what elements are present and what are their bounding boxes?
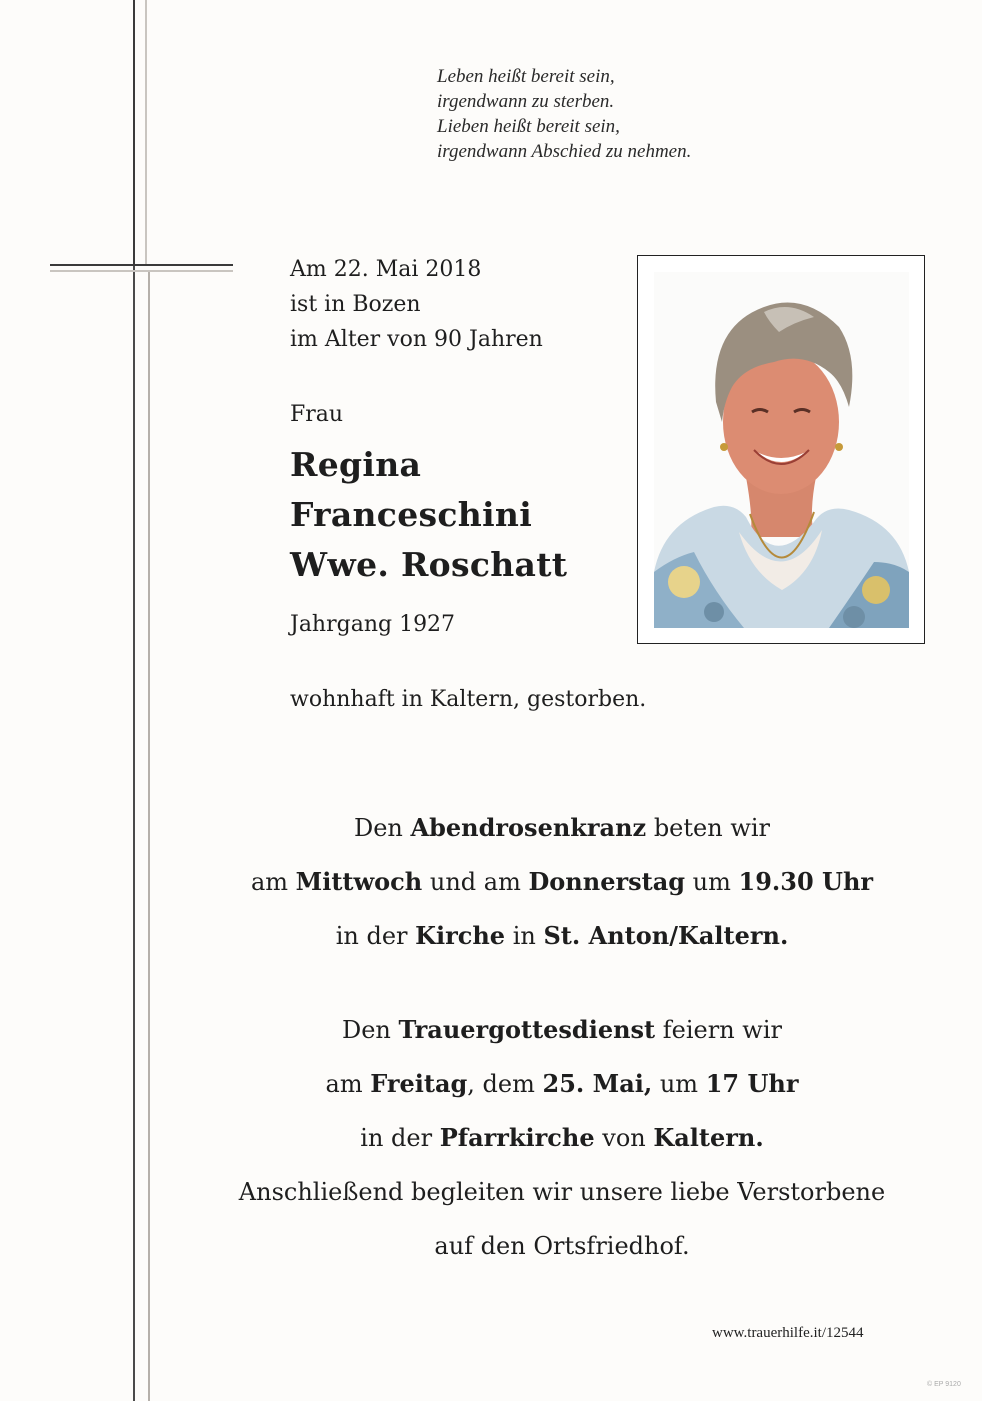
rosary-line-2: [200, 855, 924, 909]
rosary-announcement: [200, 801, 924, 963]
rosary-venue: Kirche: [415, 921, 506, 950]
text: in: [505, 922, 544, 950]
website-url: www.trauerhilfe.it/12544: [712, 1325, 864, 1341]
rosary-location: St. Anton/Kaltern.: [543, 921, 789, 950]
text: feiern wir: [655, 1016, 782, 1044]
service-line-1: [200, 1003, 924, 1057]
text: , dem: [467, 1070, 543, 1098]
service-line-3: [200, 1111, 924, 1165]
service-line-2: [200, 1057, 924, 1111]
rosary-day-2: Donnerstag: [528, 867, 686, 896]
text: in der: [335, 922, 416, 950]
surname: Franceschini: [290, 495, 533, 534]
cross-ornament-vertical: [133, 0, 135, 266]
residence: wohnhaft in Kaltern, gestorben.: [290, 687, 647, 712]
text: am: [325, 1070, 371, 1098]
married-name: Wwe. Roschatt: [290, 545, 568, 584]
print-code: © EP 9120: [927, 1381, 961, 1388]
poem-line: irgendwann zu sterben.: [437, 91, 615, 112]
rosary-title: Abendrosenkranz: [410, 813, 647, 842]
rosary-time: 19.30 Uhr: [738, 867, 874, 896]
service-date: 25. Mai,: [542, 1069, 653, 1098]
deceased-name: [290, 440, 630, 590]
death-announcement: [290, 252, 620, 357]
poem: [437, 64, 857, 164]
cross-ornament-horizontal: [50, 264, 233, 266]
cross-ornament-shadow: [145, 0, 147, 266]
rosary-line-1: [200, 801, 924, 855]
poem-line: Leben heißt bereit sein,: [437, 66, 615, 87]
text: um: [685, 868, 739, 896]
service-day: Freitag: [370, 1069, 468, 1098]
service-line-5: auf den Ortsfriedhof.: [434, 1232, 690, 1260]
text: von: [594, 1124, 654, 1152]
service-location: Kaltern.: [653, 1123, 764, 1152]
service-time: 17 Uhr: [705, 1069, 799, 1098]
first-name: Regina: [290, 445, 422, 484]
rosary-day-1: Mittwoch: [295, 867, 423, 896]
service-venue: Pfarrkirche: [439, 1123, 595, 1152]
text: um: [652, 1070, 706, 1098]
cross-ornament-horizontal-shadow: [50, 270, 233, 272]
text: und am: [422, 868, 529, 896]
portrait-frame: [637, 255, 925, 644]
service-line-4: Anschließend begleiten wir unsere liebe Verstorbene: [238, 1178, 886, 1206]
birth-year: Jahrgang 1927: [290, 612, 456, 637]
rosary-line-3: [200, 909, 924, 963]
text: beten wir: [646, 814, 771, 842]
poem-line: Lieben heißt bereit sein,: [437, 116, 620, 137]
funeral-service-announcement: [200, 1003, 924, 1273]
death-place: ist in Bozen: [290, 292, 421, 317]
cross-ornament-shadow-lower: [148, 270, 150, 1401]
cross-ornament-vertical-lower: [133, 266, 135, 1401]
text: Den: [353, 814, 411, 842]
service-title: Trauergottesdienst: [398, 1015, 656, 1044]
age-at-death: im Alter von 90 Jahren: [290, 327, 543, 352]
portrait-photo: [654, 272, 909, 628]
text: in der: [360, 1124, 440, 1152]
poem-line: irgendwann Abschied zu nehmen.: [437, 141, 692, 162]
salutation: Frau: [290, 402, 344, 427]
text: am: [250, 868, 296, 896]
death-date: Am 22. Mai 2018: [290, 257, 482, 282]
text: Den: [341, 1016, 399, 1044]
